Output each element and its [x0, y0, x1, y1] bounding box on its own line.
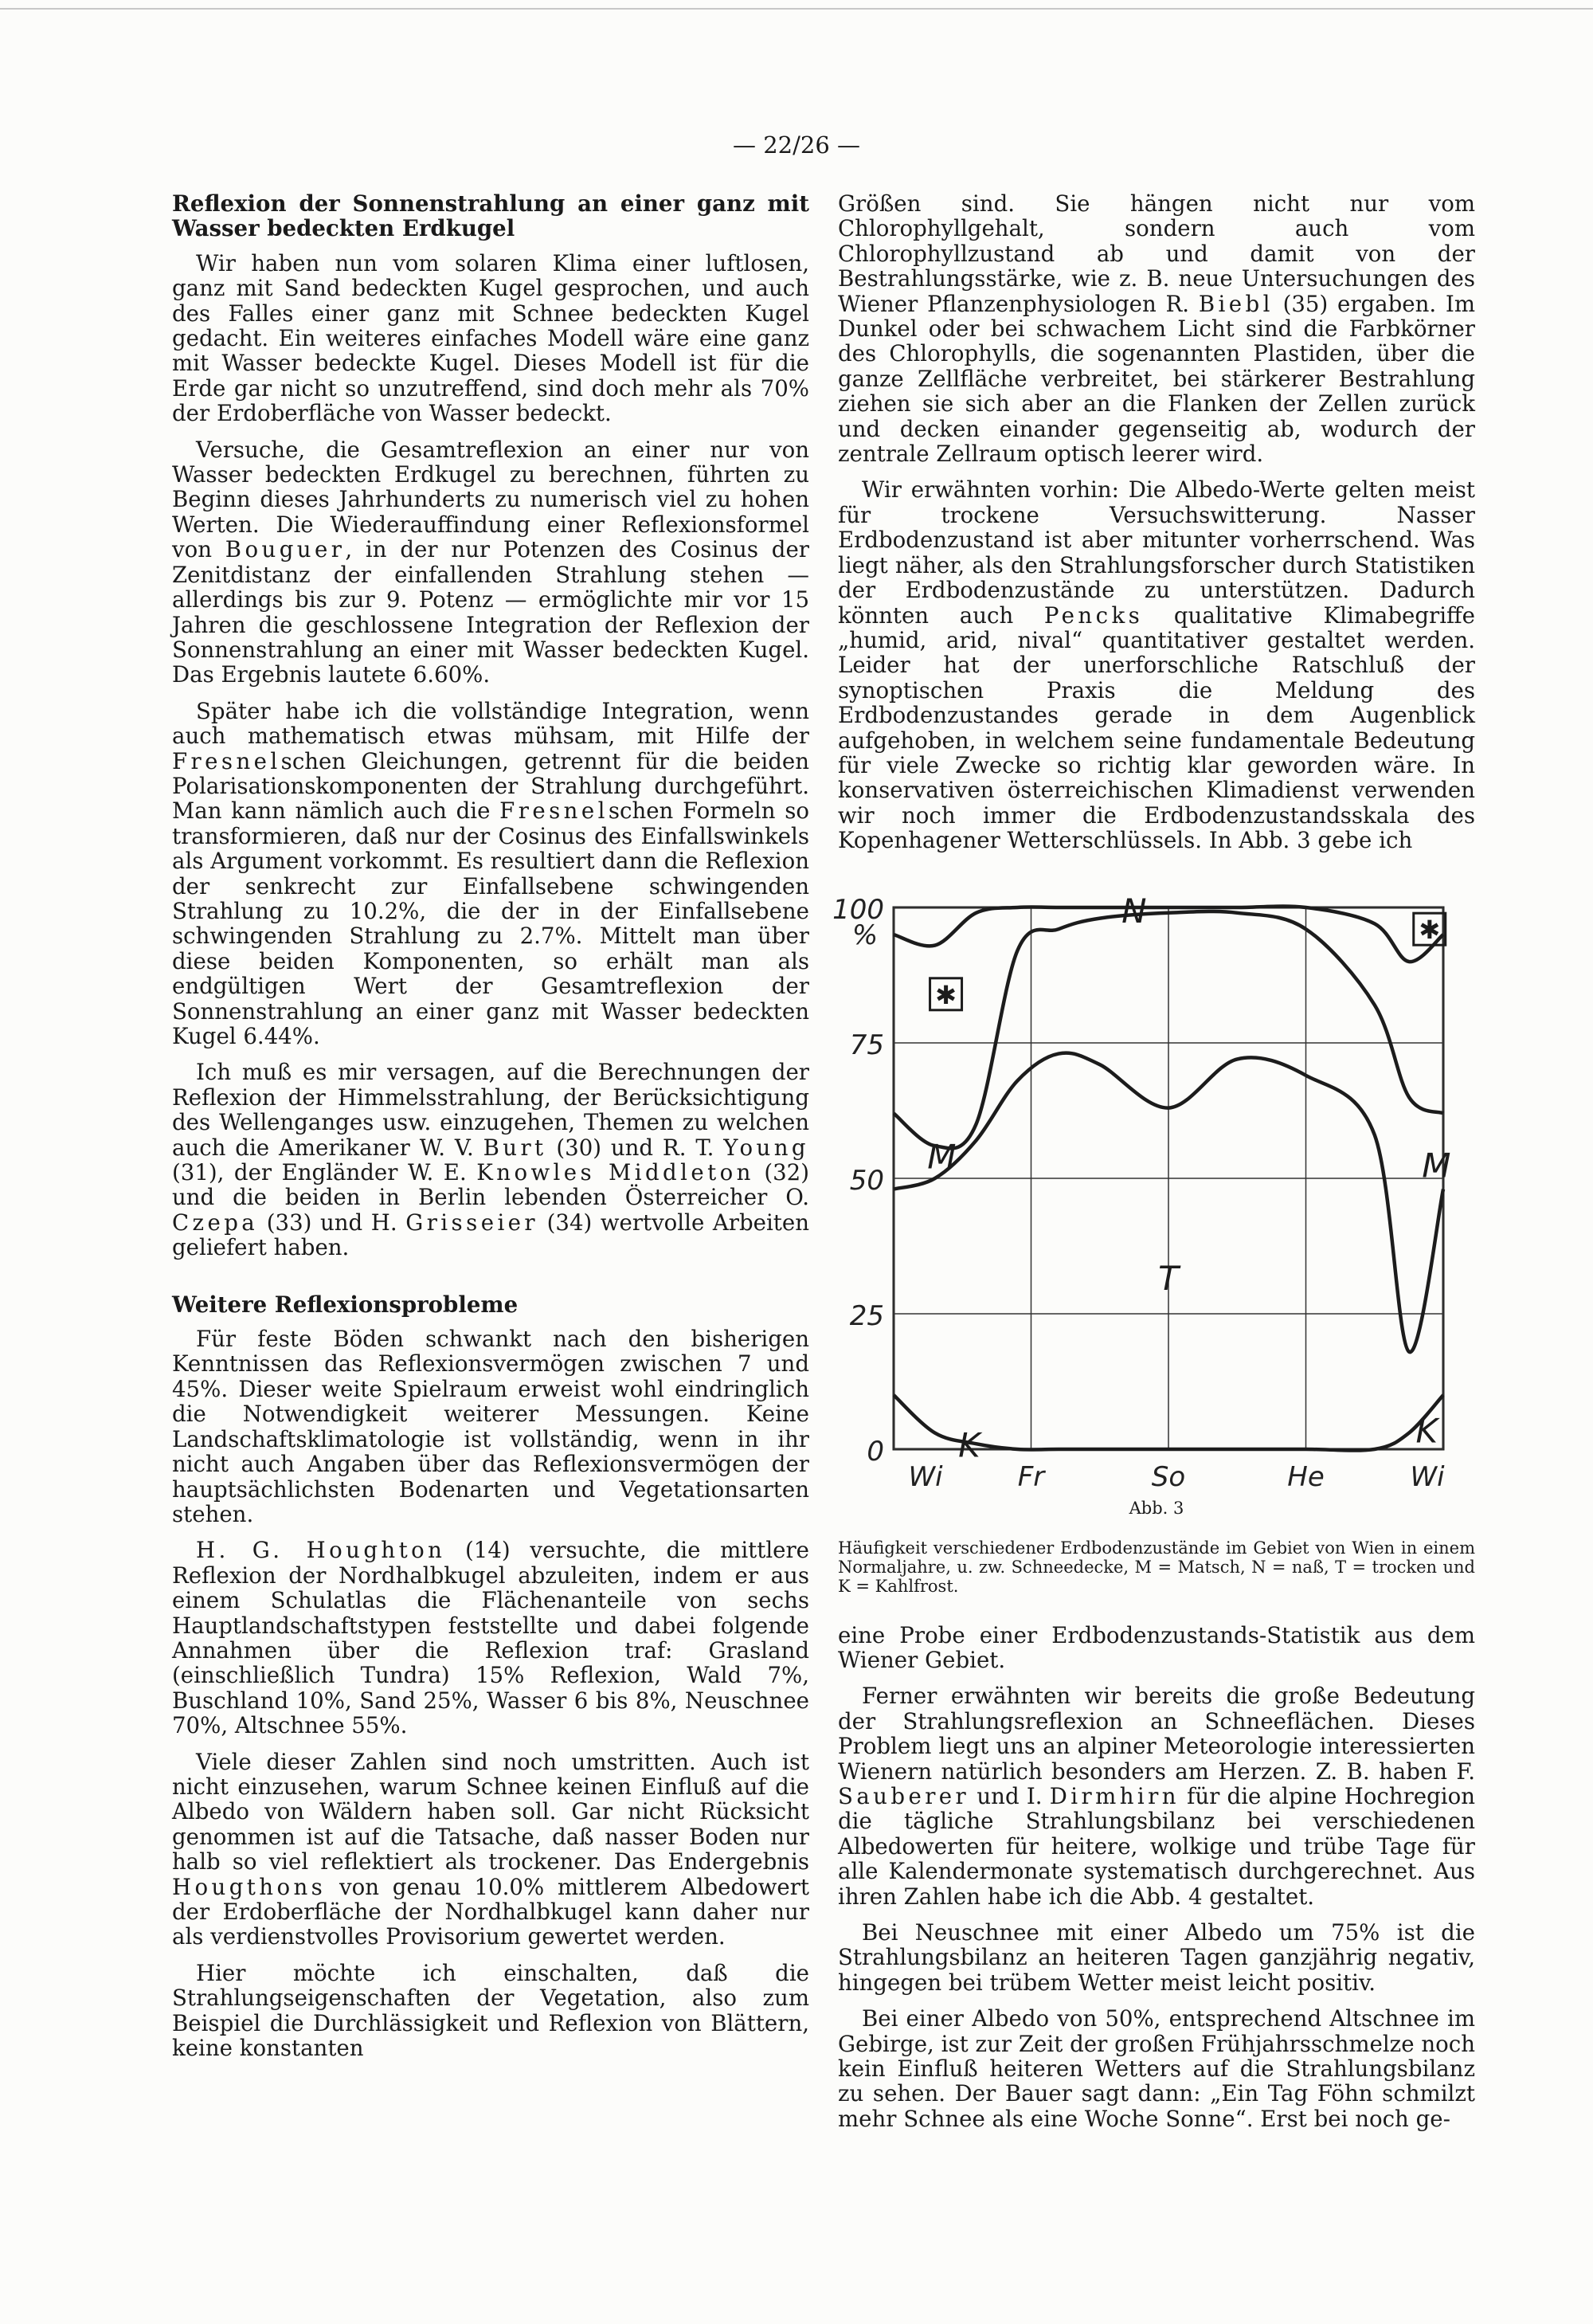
y-tick-label-2: 50: [849, 1164, 884, 1197]
author-knowles-middleton: Knowles Middleton: [476, 1159, 754, 1186]
region-label-t-0: T: [1158, 1258, 1179, 1298]
snow-symbol-icon-1: ✱: [1419, 914, 1441, 945]
figure-3: [832, 869, 1475, 1518]
region-label-n-0: N: [1121, 891, 1147, 931]
x-tick-label-1: Fr: [1017, 1460, 1045, 1493]
page-number: — 22/26 —: [732, 131, 860, 159]
author-houghton: H. G. Houghton: [196, 1537, 446, 1564]
paragraph-r2: Wir erwähnten vorhin: Die Albedo-Werte gelten meist für trockene Versuchswitterung. Nasser Erdbodenzustand ist aber mitunter vorherrschend. Was liegt näher, als den Strahlungsforscher durch Statistiken der Erdbodenzustände zu unterstützen. Dadurch könnten auch Pencks qualitative Klimabegriffe „humid, arid, nival“ quantitativer gestaltet werden. Leider hat der unerforschliche Ratschluß der synoptischen Praxis die Meldung des Erdbodenzustandes gerade in dem Augenblick aufgehoben, in welchem seine fundamentale Bedeutung für viele Zwecke so richtig klar geworden wäre. In konservativen österreichischen Klimadienst verwenden wir noch immer die Erdbodenzustandsskala des Kopenhagener Wetterschlüssels. In Abb. 3 gebe ich: [838, 476, 1475, 854]
region-label-m-1: M: [1422, 1145, 1451, 1185]
y-tick-label-3: 25: [849, 1299, 884, 1332]
paragraph-5: Für feste Böden schwankt nach den bisherigen Kenntnissen das Reflexionsvermögen zwischen 7 und 45%. Dieser weite Spielraum erweist wohl eindringlich die Notwendigkeit weiterer Messungen. Keine Landschaftsklimatologie ist vollständig, wenn in ihr nicht auch Angaben über das Reflexionsvermögen der hauptsächlichsten Bodenarten und Vegetationsarten stehen.: [172, 1326, 809, 1527]
y-tick-label-1: 75: [849, 1029, 884, 1061]
author-sauberer: Sauberer: [838, 1783, 970, 1809]
author-fresnel-2: Fresnel: [499, 798, 609, 825]
paragraph-r6: Bei einer Albedo von 50%, entsprechend Altschnee im Gebirge, ist zur Zeit der großen Frühjahrsschmelze noch kein Einfluß heiteren Wetters auf die Strahlungsbilanz zu sehen. Der Bauer sagt dann: „Ein Tag Föhn schmilzt mehr Schnee als eine Woche Sonne“. Erst bei noch ge-: [838, 2005, 1475, 2132]
region-label-k-0: K: [958, 1425, 980, 1465]
paragraph-2: Versuche, die Gesamtreflexion an einer nur von Wasser bedeckten Erdkugel zu berechnen, führten zu Beginn dieses Jahrhunderts zu numerisch viel zu hohen Werten. Die Wiederauffindung einer Reflexionsformel von Bouguer, in der nur Potenzen des Cosinus der Zenitdistanz der einfallenden Strahlung stehen — allerdings bis zur 9. Potenz — ermöglichte mir vor 15 Jahren die geschlossene Integration der Reflexion der Sonnenstrahlung an einer mit Wasser bedeckten Kugel. Das Ergebnis lautete 6.60%.: [172, 436, 809, 688]
paragraph-1: Wir haben nun vom solaren Klima einer luftlosen, ganz mit Sand bedeckten Kugel gesprochen, und auch des Falles einer ganz mit Schnee bedeckten Kugel gedacht. Ein weiteres einfaches Modell wäre eine ganz mit Wasser bedeckte Kugel. Dieses Modell ist für die Erde gar nicht so unzutreffend, sind doch mehr als 70% der Erdoberfläche von Wasser bedeckt.: [172, 249, 809, 427]
author-czepa: Czepa: [172, 1209, 259, 1236]
right-column: [832, 190, 1475, 2142]
paragraph-r4: Ferner erwähnten wir bereits die große Bedeutung der Strahlungsreflexion an Schneeflächen. Dieses Problem liegt uns an alpiner Meteorologie interessierten Wienern natürlich besonders am Herzen. Z. B. haben F. Sauberer und I. Dirmhirn für die alpine Hochregion die tägliche Strahlungsbilanz bei verschiedenen Albedowerten für heitere, wolkige und trübe Tage für alle Kalendermonate systematisch durchgerechnet. Aus ihren Zahlen habe ich die Abb. 4 gestaltet.: [838, 1683, 1475, 1910]
figure-caption: Häufigkeit verschiedener Erdbodenzustände im Gebiet von Wien in einem Normaljahre, u. zw. Schneedecke, M = Matsch, N = naß, T = trocken und K = Kahlfrost.: [838, 1538, 1475, 1596]
chart-grid: [894, 907, 1443, 1449]
section-heading-water-sphere: Reflexion der Sonnenstrahlung an einer ganz mit Wasser bedeckten Erdkugel: [172, 190, 809, 242]
author-penck: Pencks: [1043, 602, 1144, 629]
paragraph-3: Später habe ich die vollständige Integration, wenn auch mathematisch etwas mühsam, mit Hilfe der Fresnelschen Gleichungen, getrennt für die beiden Polarisationskomponenten der Strahlung durchgeführt. Man kann nämlich auch die Fresnelschen Formeln so transformieren, daß nur der Cosinus des Einfallswinkels als Argument vorkommt. Es resultiert dann die Reflexion der senkrecht zur Einfallsebene schwingenden Strahlung zu 10.2%, die der in der Einfallsebene schwingenden Strahlung zu 2.7%. Mittelt man über diese beiden Komponenten, so erhält man als endgültigen Wert der Gesamtreflexion der Sonnenstrahlung an einer ganz mit Wasser bedeckten Kugel 6.44%.: [172, 697, 809, 1049]
region-label-m-0: M: [927, 1136, 957, 1176]
author-fresnel-1: Fresnel: [172, 747, 281, 774]
x-tick-label-4: Wi: [1410, 1460, 1445, 1493]
snow-symbol-icon-0: ✱: [935, 979, 957, 1010]
author-young: Young: [723, 1134, 809, 1161]
x-tick-label-3: He: [1287, 1460, 1325, 1493]
y-unit-label: %: [851, 919, 879, 951]
paragraph-r1: Größen sind. Sie hängen nicht nur vom Chlorophyllgehalt, sondern auch vom Chlorophyllzustand ab und damit von der Bestrahlungsstärke, wie z. B. neue Untersuchungen des Wiener Pflanzenphysiologen R. Biebl (35) ergaben. Im Dunkel oder bei schwachem Licht sind die Farbkörner des Chlorophylls, die sogenannten Plastiden, über die ganze Zellfläche verbreitet, bei stärkerer Bestrahlung ziehen sie sich aber an die Flanken der Zellen zurück und decken einander gegenseitig ab, wodurch der zentrale Zellraum optisch leerer wird.: [838, 190, 1475, 468]
author-hougthons: Hougthons: [172, 1873, 327, 1900]
paragraph-6: H. G. Houghton (14) versuchte, die mittlere Reflexion der Nordhalbkugel abzuleiten, indem er aus einem Schulatlas die Flächenanteile von sechs Hauptlandschaftstypen feststellte und dabei folgende Annahmen über die Reflexion traf: Grasland (einschließlich Tundra) 15% Reflexion, Wald 7%, Buschland 10%, Sand 25%, Wasser 6 bis 8%, Neuschnee 70%, Altschnee 55%.: [172, 1537, 809, 1739]
author-grisseier: Grisseier: [405, 1209, 539, 1236]
author-bouguer: Bouguer: [225, 536, 346, 563]
region-label-k-1: K: [1415, 1410, 1438, 1450]
paragraph-4: Ich muß es mir versagen, auf die Berechnungen der Reflexion der Himmelsstrahlung, der Berücksichtigung des Wellenganges usw. einzugehen, Themen zu welchen auch die Amerikaner W. V. Burt (30) und R. T. Young (31), der Engländer W. E. Knowles Middleton (32) und die beiden in Berlin lebenden Österreicher O. Czepa (33) und H. Grisseier (34) wertvolle Arbeiten geliefert haben.: [172, 1059, 809, 1261]
paragraph-r3: eine Probe einer Erdbodenzustands-Statistik aus dem Wiener Gebiet.: [838, 1621, 1475, 1673]
section-heading-further-problems: Weitere Reflexionsprobleme: [172, 1291, 519, 1318]
figure-number: Abb. 3: [1129, 1498, 1184, 1518]
left-column: [172, 191, 809, 2071]
paragraph-r5: Bei Neuschnee mit einer Albedo um 75% ist die Strahlungsbilanz an heiteren Tagen ganzjährig negativ, hingegen bei trübem Wetter meist leicht positiv.: [838, 1919, 1475, 1996]
y-tick-label-0: 100: [832, 893, 884, 926]
author-biebl: Biebl: [1198, 290, 1274, 317]
soil-state-chart: [832, 869, 1475, 1493]
author-dirmhirn: Dirmhirn: [1049, 1783, 1180, 1809]
author-burt: Burt: [483, 1134, 547, 1161]
x-tick-label-0: Wi: [908, 1460, 943, 1493]
paragraph-7: Viele dieser Zahlen sind noch umstritten. Auch ist nicht einzusehen, warum Schnee keinen Einfluß auf die Albedo von Wäldern haben soll. Gar nicht Rücksicht genommen ist auf die Tatsache, daß nasser Boden nur halb so viel reflektiert als trockener. Das Endergebnis Hougthons von genau 10.0% mittlerem Albedowert der Erdoberfläche der Nordhalbkugel kann daher nur als verdienstvolles Provisorium gewertet werden.: [172, 1748, 809, 1950]
x-tick-label-2: So: [1151, 1460, 1186, 1493]
scan-edge-line: [0, 8, 1593, 10]
paragraph-8: Hier möchte ich einschalten, daß die Strahlungseigenschaften der Vegetation, also zum Beispiel die Durchlässigkeit und Reflexion von Blättern, keine konstanten: [172, 1959, 809, 2062]
y-tick-label-4: 0: [867, 1435, 884, 1468]
